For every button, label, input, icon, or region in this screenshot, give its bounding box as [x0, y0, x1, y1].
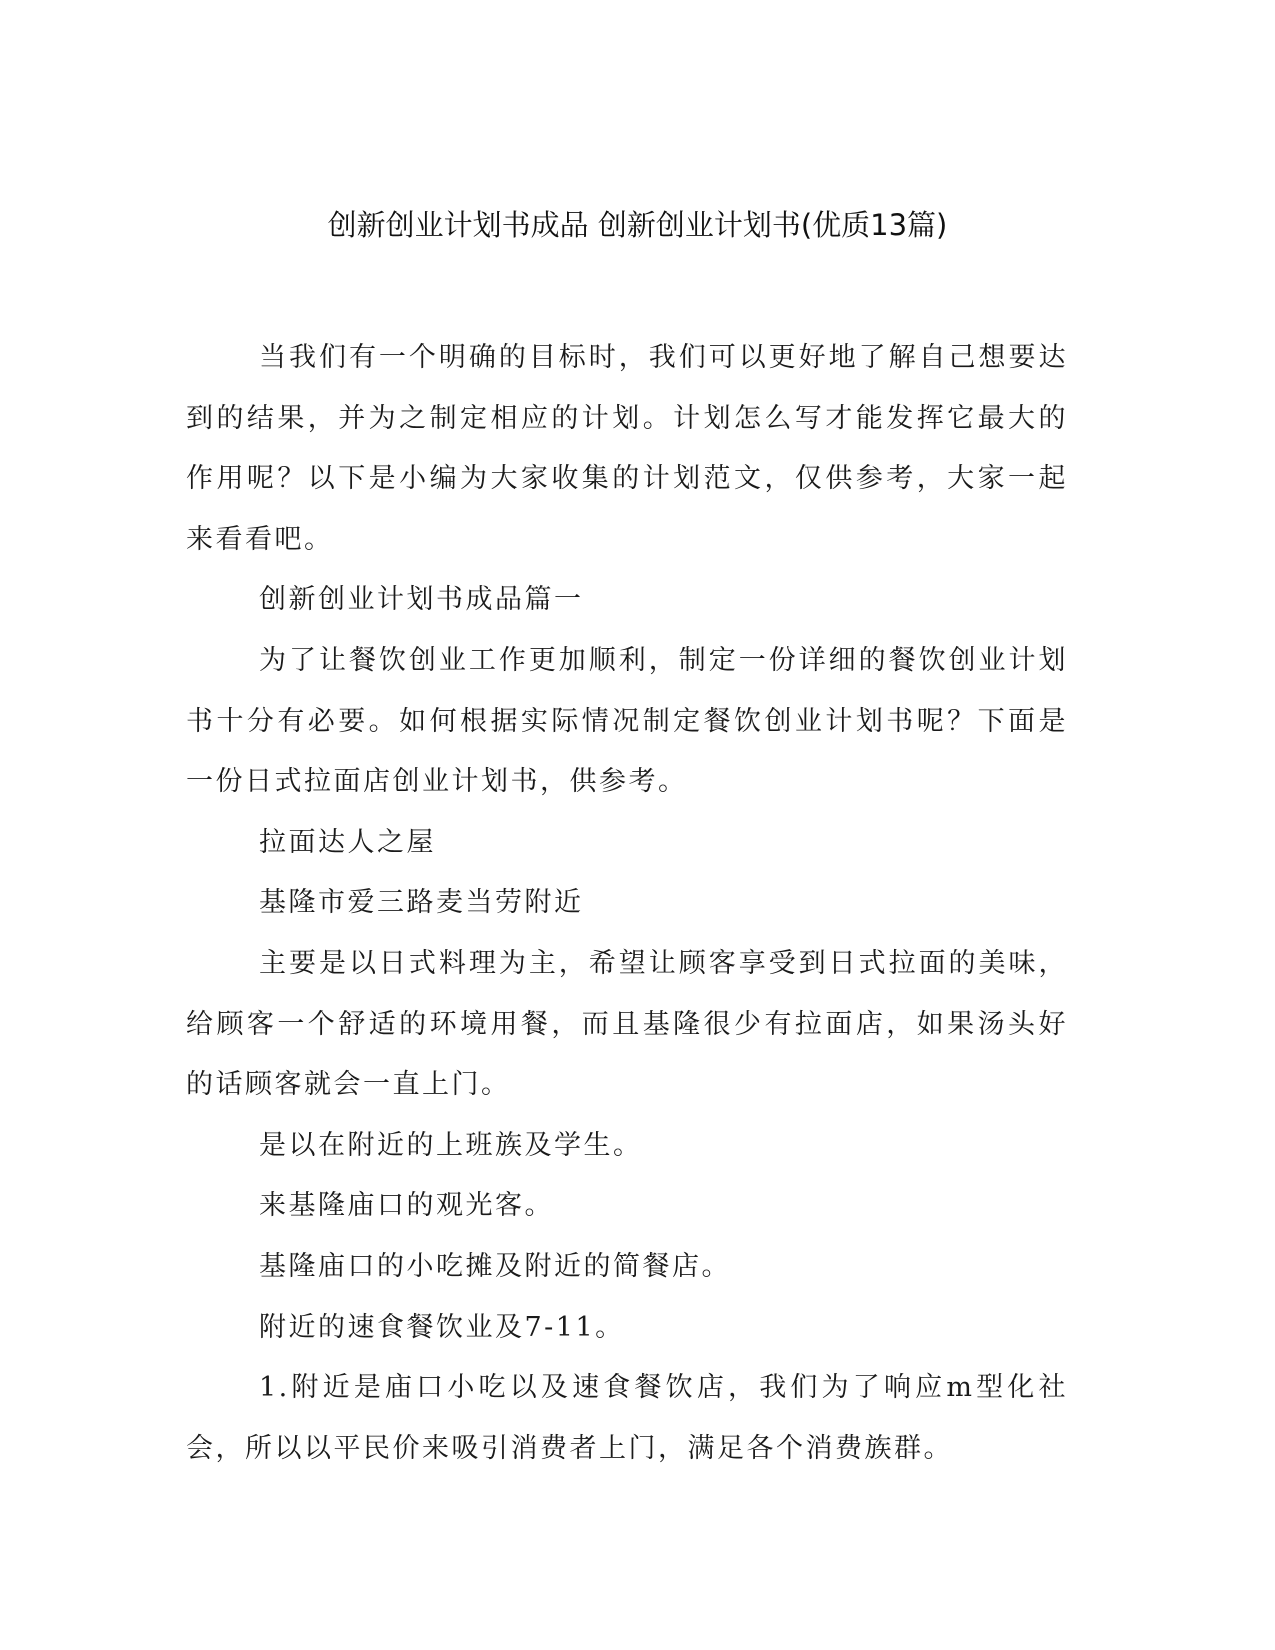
numbered-point: 1.附近是庙口小吃以及速食餐饮店，我们为了响应m型化社会，所以以平民价来吸引消费者上门，满足各个消费族群。 [186, 1372, 1068, 1464]
competitor-line: 基隆庙口的小吃摊及附近的简餐店。 [259, 1250, 731, 1282]
document-body [186, 328, 1068, 1479]
body-paragraph: 主要是以日式料理为主，希望让顾客享受到日式拉面的美味，给顾客一个舒适的环境用餐，而且基隆很少有拉面店，如果汤头好的话顾客就会一直上门。 [186, 947, 1068, 1101]
document-title: 创新创业计划书成品 创新创业计划书(优质13篇) [327, 208, 948, 242]
body-paragraph: 为了让餐饮创业工作更加顺利，制定一份详细的餐饮创业计划书十分有必要。如何根据实际情况制定餐饮创业计划书呢？下面是一份日式拉面店创业计划书，供参考。 [186, 644, 1068, 798]
target-tourists: 来基隆庙口的观光客。 [259, 1190, 554, 1222]
competitor-line: 附近的速食餐饮业及7-11。 [259, 1311, 625, 1343]
intro-paragraph: 当我们有一个明确的目标时，我们可以更好地了解自己想要达到的结果，并为之制定相应的计划。计划怎么写才能发挥它最大的作用呢？以下是小编为大家收集的计划范文，仅供参考，大家一起来看看吧。 [186, 342, 1068, 555]
shop-location: 基隆市爱三路麦当劳附近 [259, 887, 584, 919]
section-heading: 创新创业计划书成品篇一 [259, 584, 584, 616]
shop-name: 拉面达人之屋 [259, 826, 436, 858]
target-customers: 是以在附近的上班族及学生。 [259, 1129, 643, 1161]
